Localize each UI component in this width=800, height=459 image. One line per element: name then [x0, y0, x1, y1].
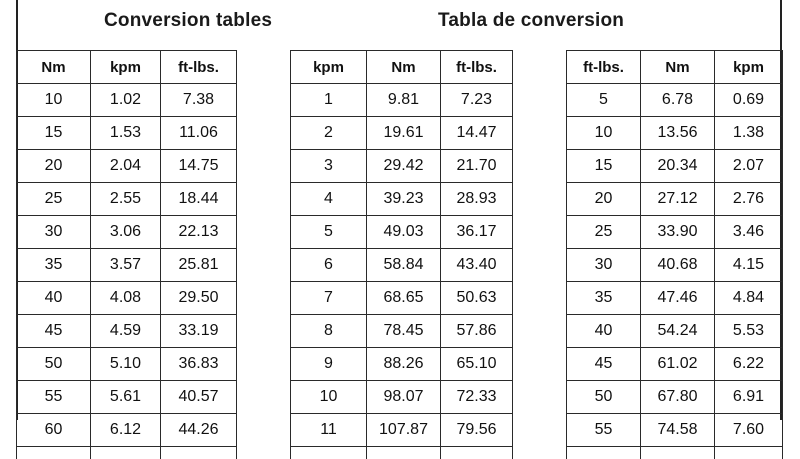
table-row	[567, 249, 783, 282]
column-header: ft-lbs.	[567, 51, 641, 84]
table-row	[291, 414, 513, 447]
column-header: kpm	[291, 51, 367, 84]
table-row	[291, 150, 513, 183]
table-cell: 57.86	[441, 315, 513, 348]
table-cell: 5.61	[91, 381, 161, 414]
table-row	[567, 348, 783, 381]
table-cell: 10	[567, 117, 641, 150]
table-cell: 98.07	[367, 381, 441, 414]
heading-conversion-tables: Conversion tables	[104, 10, 272, 32]
table-cell: 1.02	[91, 84, 161, 117]
table-row	[17, 381, 237, 414]
table-cell-empty	[291, 447, 367, 459]
table-cell: 40	[17, 282, 91, 315]
table-cell: 14.75	[161, 150, 237, 183]
table-cell: 68.65	[367, 282, 441, 315]
table-cell: 20	[567, 183, 641, 216]
table-cell: 40.68	[641, 249, 715, 282]
table-row	[17, 315, 237, 348]
table-cell: 10	[291, 381, 367, 414]
table-cell: 27.12	[641, 183, 715, 216]
table-cell: 78.45	[367, 315, 441, 348]
table-row	[17, 150, 237, 183]
table-row	[291, 348, 513, 381]
table-cell: 20.34	[641, 150, 715, 183]
table-cell: 14.47	[441, 117, 513, 150]
table-cell: 67.80	[641, 381, 715, 414]
table-cell: 25	[567, 216, 641, 249]
table-header-row	[567, 51, 783, 84]
table-cell: 0.69	[715, 84, 783, 117]
table-cell: 1	[291, 84, 367, 117]
table-cell: 50	[567, 381, 641, 414]
table-nm-to-kpm-ftlbs	[16, 50, 237, 459]
table-row	[567, 381, 783, 414]
table-cell: 1.38	[715, 117, 783, 150]
table-cell: 50.63	[441, 282, 513, 315]
table-cell-empty	[567, 447, 641, 459]
table-row	[17, 282, 237, 315]
table-cell: 45	[17, 315, 91, 348]
table-row	[291, 381, 513, 414]
table-cell: 2.76	[715, 183, 783, 216]
table-cell-empty	[441, 447, 513, 459]
table-cell: 7.38	[161, 84, 237, 117]
table-cell: 2.07	[715, 150, 783, 183]
table-cell: 29.50	[161, 282, 237, 315]
table-cell: 11.06	[161, 117, 237, 150]
table-cell-empty	[641, 447, 715, 459]
table-cell: 4.15	[715, 249, 783, 282]
table-cell: 4.84	[715, 282, 783, 315]
table-cell: 15	[17, 117, 91, 150]
table-cell: 28.93	[441, 183, 513, 216]
table-cell: 9.81	[367, 84, 441, 117]
column-header: Nm	[17, 51, 91, 84]
table-cell: 50	[17, 348, 91, 381]
table-cell: 55	[567, 414, 641, 447]
table-row	[567, 183, 783, 216]
table-cell: 3	[291, 150, 367, 183]
table-cell: 54.24	[641, 315, 715, 348]
table-cell: 15	[567, 150, 641, 183]
table-row	[567, 282, 783, 315]
table-cell: 6.12	[91, 414, 161, 447]
table-row	[17, 84, 237, 117]
column-header: ft-lbs.	[161, 51, 237, 84]
table-cell: 5	[291, 216, 367, 249]
table-cell: 6.91	[715, 381, 783, 414]
table-cell: 45	[567, 348, 641, 381]
table-cell: 3.57	[91, 249, 161, 282]
table-cell: 65.10	[441, 348, 513, 381]
table-cell-empty	[161, 447, 237, 459]
table-cell: 5	[567, 84, 641, 117]
table-row	[567, 84, 783, 117]
table-cell: 18.44	[161, 183, 237, 216]
table-cell: 9	[291, 348, 367, 381]
table-cell: 33.19	[161, 315, 237, 348]
table-cell: 58.84	[367, 249, 441, 282]
table-cell: 107.87	[367, 414, 441, 447]
table-cell: 3.46	[715, 216, 783, 249]
table-cell: 36.17	[441, 216, 513, 249]
table-row	[567, 315, 783, 348]
table-row	[291, 315, 513, 348]
table-cell: 6.22	[715, 348, 783, 381]
heading-tabla-de-conversion: Tabla de conversion	[438, 10, 624, 32]
table-row	[17, 117, 237, 150]
table-row	[567, 117, 783, 150]
table-cell: 40	[567, 315, 641, 348]
table-cell: 7.60	[715, 414, 783, 447]
column-header: ft-lbs.	[441, 51, 513, 84]
table-row-cut-off	[567, 447, 783, 459]
column-header: Nm	[367, 51, 441, 84]
table-row	[291, 216, 513, 249]
table-ftlbs-to-nm-kpm	[566, 50, 783, 459]
table-cell: 40.57	[161, 381, 237, 414]
table-row	[17, 348, 237, 381]
table-cell: 7	[291, 282, 367, 315]
table-cell: 2.55	[91, 183, 161, 216]
table-cell: 49.03	[367, 216, 441, 249]
table-cell: 30	[17, 216, 91, 249]
table-cell: 72.33	[441, 381, 513, 414]
column-header: kpm	[715, 51, 783, 84]
table-cell: 11	[291, 414, 367, 447]
table-cell: 4.08	[91, 282, 161, 315]
table-header-row	[17, 51, 237, 84]
table-cell: 2.04	[91, 150, 161, 183]
column-header: Nm	[641, 51, 715, 84]
table-cell: 61.02	[641, 348, 715, 381]
table-cell: 21.70	[441, 150, 513, 183]
table-cell: 1.53	[91, 117, 161, 150]
table-cell-empty	[17, 447, 91, 459]
table-row	[567, 414, 783, 447]
table-cell: 88.26	[367, 348, 441, 381]
table-cell: 6.78	[641, 84, 715, 117]
table-cell: 5.10	[91, 348, 161, 381]
table-cell: 6	[291, 249, 367, 282]
table-cell-empty	[715, 447, 783, 459]
table-cell: 33.90	[641, 216, 715, 249]
table-header-row	[291, 51, 513, 84]
table-row	[291, 282, 513, 315]
table-cell: 22.13	[161, 216, 237, 249]
table-cell: 36.83	[161, 348, 237, 381]
table-cell: 79.56	[441, 414, 513, 447]
table-cell-empty	[91, 447, 161, 459]
table-cell: 47.46	[641, 282, 715, 315]
table-row	[17, 249, 237, 282]
table-cell: 55	[17, 381, 91, 414]
table-cell: 3.06	[91, 216, 161, 249]
table-cell: 39.23	[367, 183, 441, 216]
table-kpm-to-nm-ftlbs	[290, 50, 513, 459]
table-cell: 60	[17, 414, 91, 447]
table-cell: 8	[291, 315, 367, 348]
table-cell: 20	[17, 150, 91, 183]
table-cell: 25	[17, 183, 91, 216]
table-cell: 30	[567, 249, 641, 282]
table-row-cut-off	[17, 447, 237, 459]
table-row	[567, 216, 783, 249]
table-row	[291, 249, 513, 282]
table-cell: 35	[567, 282, 641, 315]
table-cell: 5.53	[715, 315, 783, 348]
table-row-cut-off	[291, 447, 513, 459]
table-cell-empty	[367, 447, 441, 459]
table-row	[291, 183, 513, 216]
table-cell: 4	[291, 183, 367, 216]
table-row	[291, 117, 513, 150]
table-row	[17, 216, 237, 249]
table-cell: 13.56	[641, 117, 715, 150]
table-row	[567, 150, 783, 183]
column-header: kpm	[91, 51, 161, 84]
table-row	[17, 183, 237, 216]
table-cell: 43.40	[441, 249, 513, 282]
table-cell: 10	[17, 84, 91, 117]
table-cell: 7.23	[441, 84, 513, 117]
table-row	[17, 414, 237, 447]
table-cell: 4.59	[91, 315, 161, 348]
table-cell: 25.81	[161, 249, 237, 282]
table-cell: 19.61	[367, 117, 441, 150]
table-row	[291, 84, 513, 117]
table-cell: 2	[291, 117, 367, 150]
table-cell: 29.42	[367, 150, 441, 183]
table-cell: 74.58	[641, 414, 715, 447]
table-cell: 35	[17, 249, 91, 282]
table-cell: 44.26	[161, 414, 237, 447]
